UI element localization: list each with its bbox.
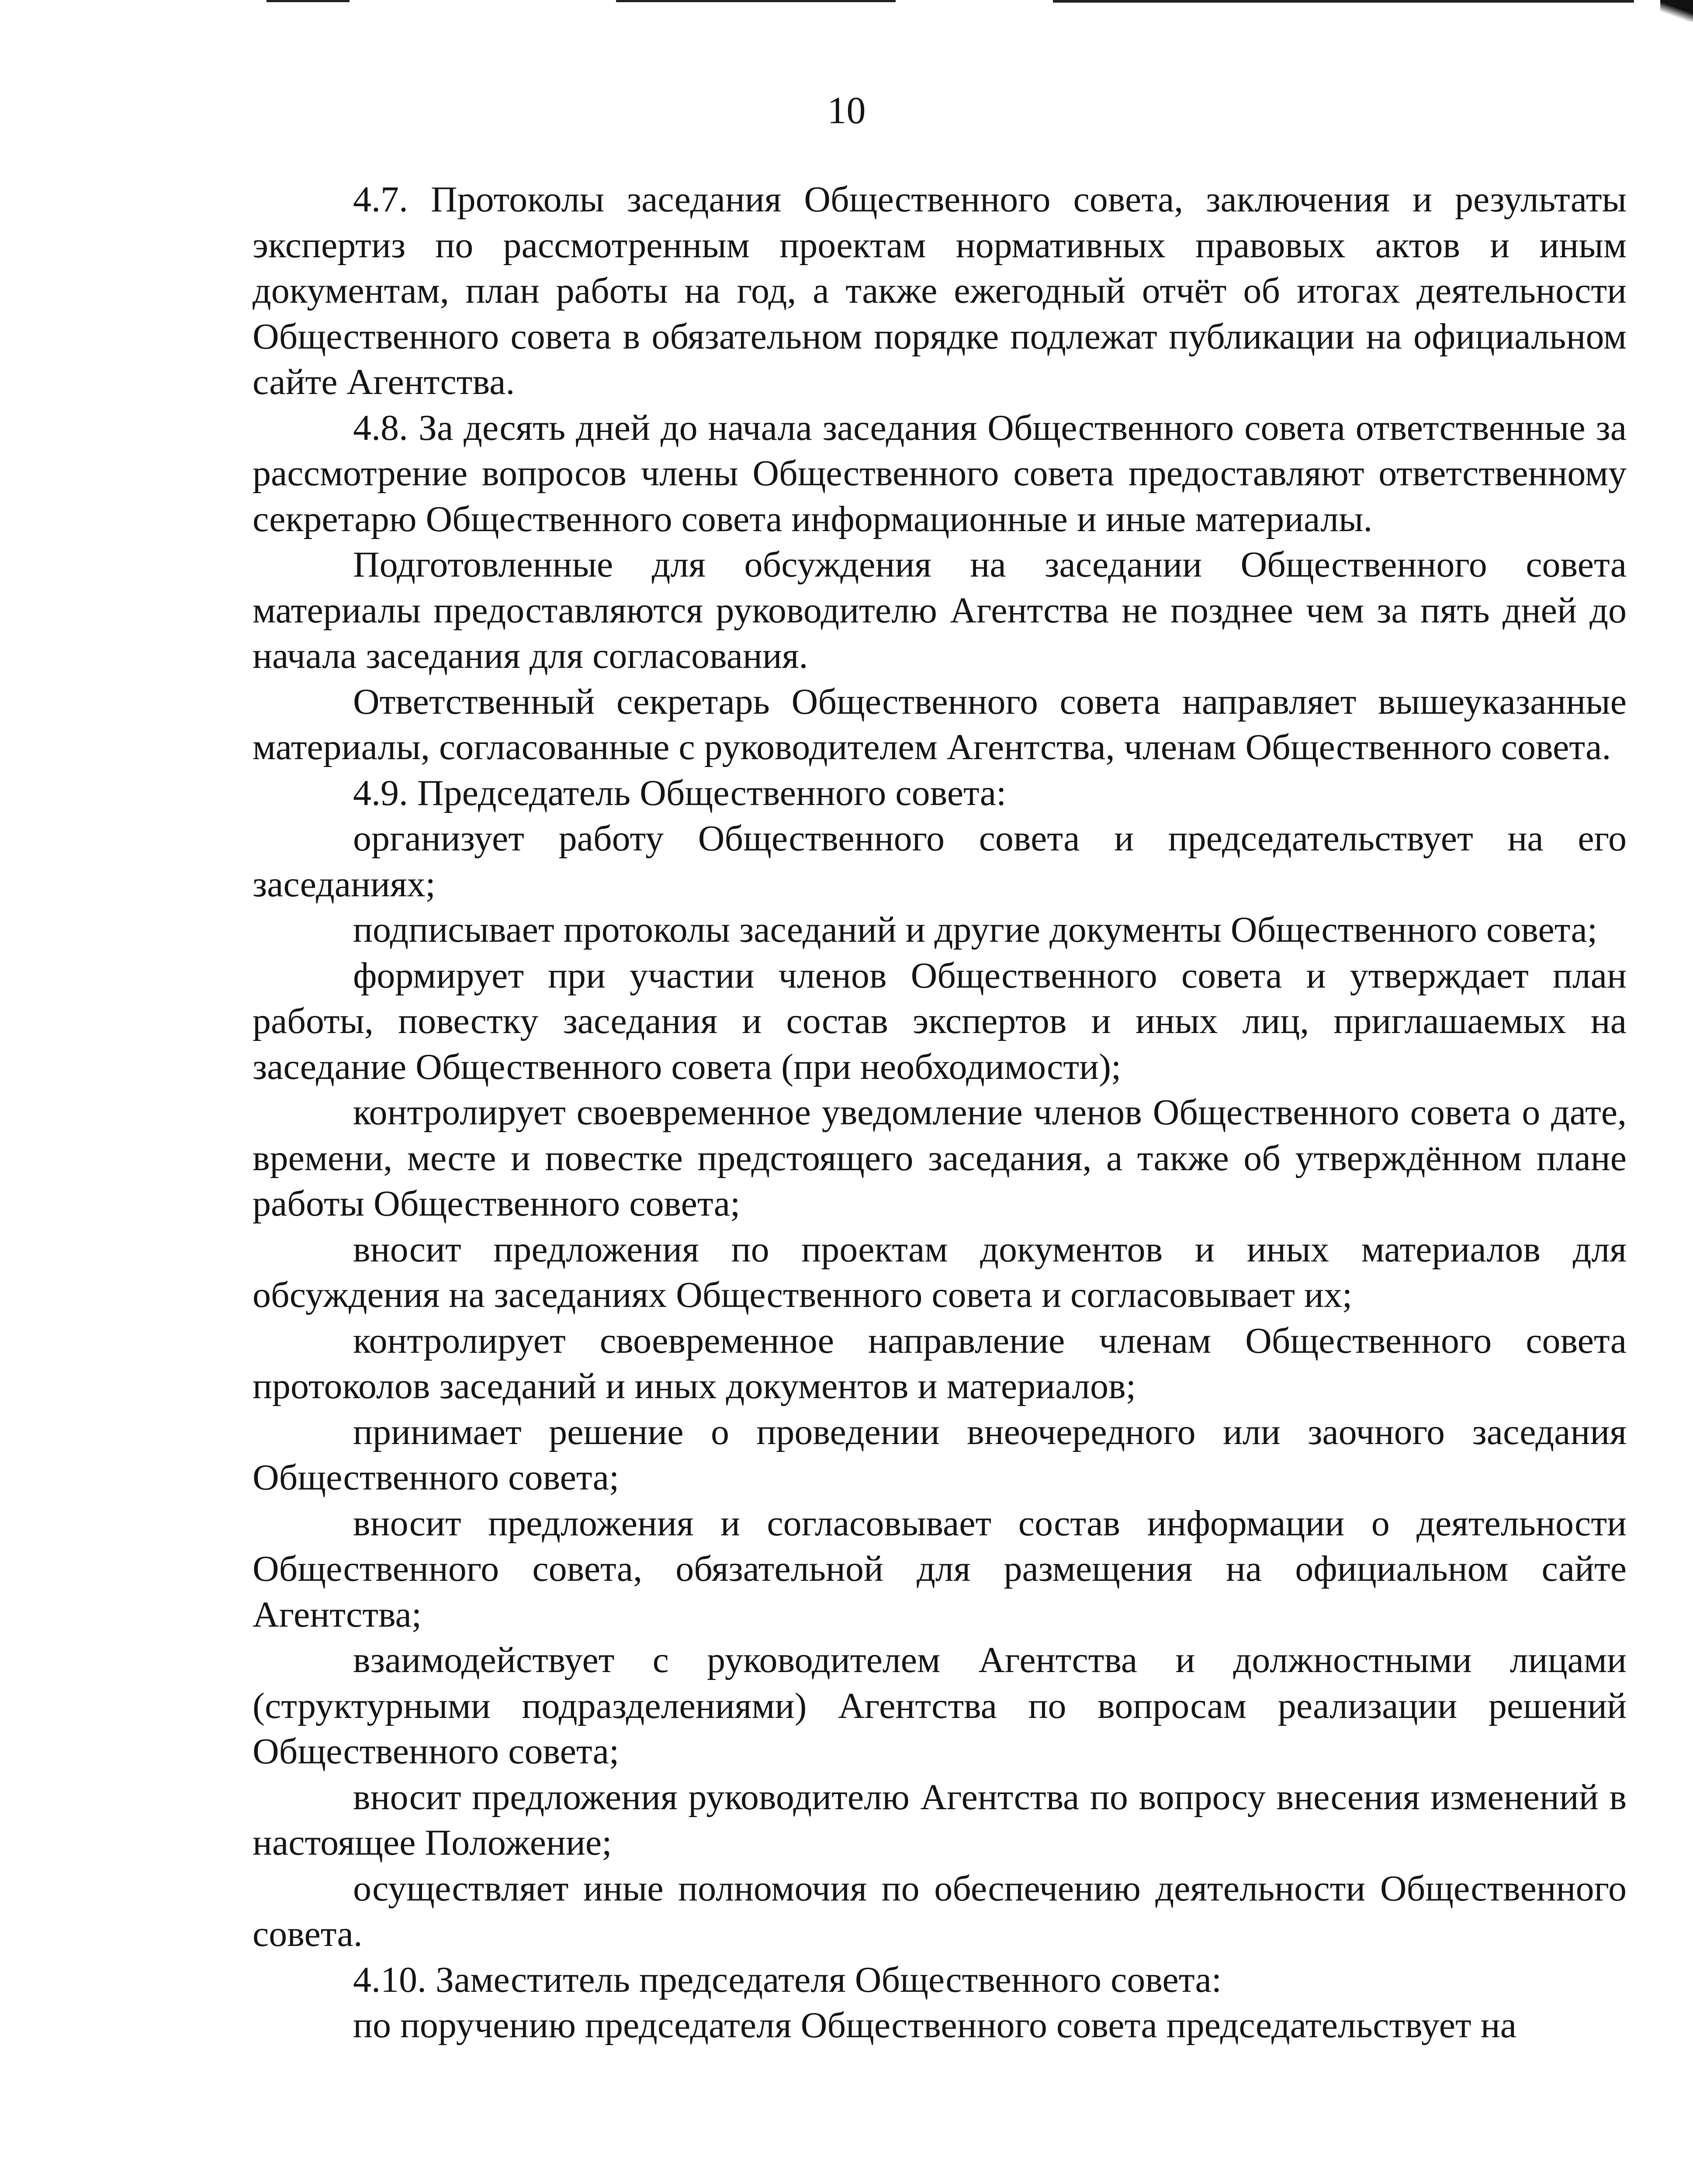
paragraph-4-8: 4.8. За десять дней до начала заседания Общественного совета ответственные за рассмотрение вопросов члены Общественного совета предоставляют ответственному секретарю Общественного совета информационные и иные материалы.: [253, 407, 1627, 539]
scan-corner-shadow: [1660, 0, 1693, 22]
paragraph: Ответственный секретарь Общественного совета направляет вышеуказанные материалы, согласованные с руководителем Агентства, членам Общественного совета.: [253, 681, 1627, 767]
document-body: [253, 177, 1627, 2049]
list-item: принимает решение о проведении внеочередного или заочного заседания Общественного совета;: [253, 1411, 1627, 1498]
list-item: контролирует своевременное направление членам Общественного совета протоколов заседаний и иных документов и материалов;: [253, 1320, 1627, 1406]
list-item: организует работу Общественного совета и председательствует на его заседаниях;: [253, 818, 1627, 905]
list-item: подписывает протоколы заседаний и другие документы Общественного совета;: [353, 909, 1598, 950]
paragraph: Подготовленные для обсуждения на заседании Общественного совета материалы предоставляются руководителю Агентства не позднее чем за пять дней до начала заседания для согласования.: [253, 544, 1627, 676]
list-item: вносит предложения по проектам документов и иных материалов для обсуждения на заседаниях Общественного совета и согласовывает их;: [253, 1229, 1627, 1315]
scan-edge-line: [616, 0, 896, 2]
list-item: формирует при участии членов Общественного совета и утверждает план работы, повестку заседания и состав экспертов и иных лиц, приглашаемых на заседание Общественного совета (при необходимости);: [253, 955, 1627, 1087]
paragraph-4-10: 4.10. Заместитель председателя Общественного совета:: [353, 1959, 1222, 2000]
list-item: вносит предложения и согласовывает состав информации о деятельности Общественного совета, обязательной для размещения на официальном сайте Агентства;: [253, 1503, 1627, 1635]
list-item: контролирует своевременное уведомление членов Общественного совета о дате, времени, месте и повестке предстоящего заседания, а также об утверждённом плане работы Общественного совета;: [253, 1092, 1627, 1224]
paragraph-4-9: 4.9. Председатель Общественного совета:: [353, 772, 1007, 813]
list-item: взаимодействует с руководителем Агентства и должностными лицами (структурными подразделениями) Агентства по вопросам реализации решений Общественного совета;: [253, 1640, 1627, 1772]
paragraph-4-7: 4.7. Протоколы заседания Общественного совета, заключения и результаты экспертиз по рассмотренным проектам нормативных правовых актов и иным документам, план работы на год, а также ежегодный отчёт об итогах деятельности Общественного совета в обязательном порядке подлежат публикации на официальном сайте Агентства.: [253, 179, 1627, 402]
list-item: по поручению председателя Общественного совета председательствует на: [353, 2005, 1516, 2046]
scan-edge-line: [267, 0, 350, 2]
page-number: 10: [827, 90, 866, 132]
scan-edge-line: [1053, 0, 1634, 3]
list-item: вносит предложения руководителю Агентства по вопросу внесения изменений в настоящее Положение;: [253, 1776, 1627, 1863]
list-item: осуществляет иные полномочия по обеспечению деятельности Общественного совета.: [253, 1868, 1627, 1954]
